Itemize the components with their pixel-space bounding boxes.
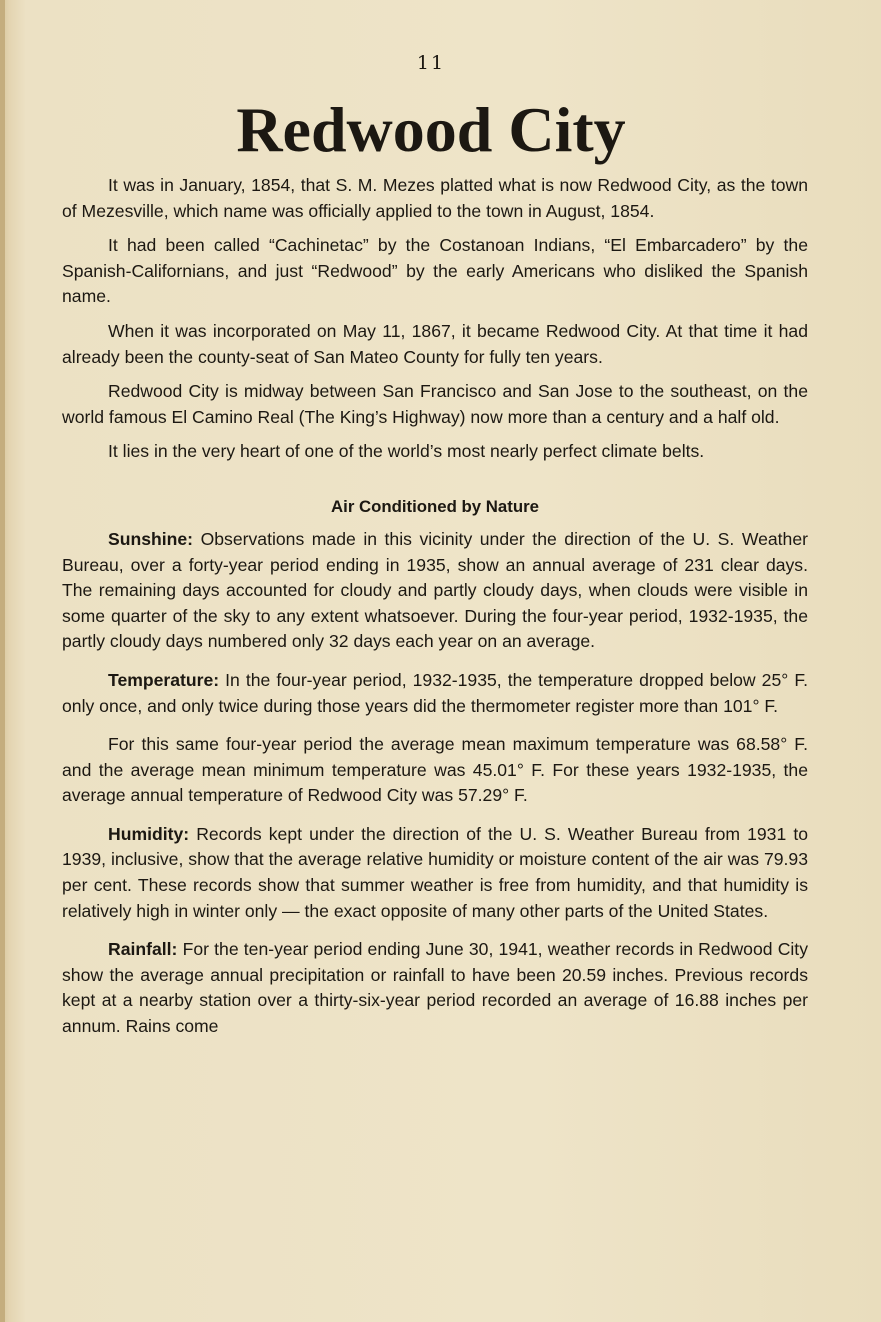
- paragraph-former-names: It had been called “Cachinetac” by the Costanoan Indians, “El Embarcadero” by the Spanish-Californians, and just “Redwood” by the early Americans who disliked the Spanish name.: [62, 235, 808, 307]
- rainfall-text: For the ten-year period ending June 30, 1941, weather records in Redwood City show the average annual precipitation or rainfall to have been 20.59 inches. Previous records kept at a nearby station over a thirty-six-year period recorded an average of 16.88 inches per annum. Rains come: [62, 939, 808, 1037]
- article-body: [62, 173, 808, 1040]
- paragraph-founding: It was in January, 1854, that S. M. Mezes platted what is now Redwood City, as the town of Mezesville, which name was officially applied to the town in August, 1854.: [62, 175, 808, 221]
- section-heading: Air Conditioned by Nature: [331, 496, 539, 516]
- paragraph-sunshine: [62, 527, 808, 655]
- paragraph-temperature: [62, 668, 808, 719]
- humidity-text: Records kept under the direction of the U. S. Weather Bureau from 1931 to 1939, inclusive, show that the average relative humidity or moisture content of the air was 79.93 per cent. These records show that summer weather is free from humidity, and that humidity is relatively high in winter only — the exact opposite of many other parts of the United States.: [62, 823, 808, 921]
- page-number: 11: [416, 52, 446, 74]
- humidity-label: Humidity:: [108, 823, 190, 844]
- page-title: Redwood City: [236, 94, 626, 165]
- temperature-label: Temperature:: [108, 669, 220, 690]
- sunshine-label: Sunshine:: [108, 528, 194, 549]
- paragraph-rainfall: [62, 937, 808, 1039]
- paragraph-temperature-averages: For this same four-year period the average mean maximum temperature was 68.58° F. and the average mean minimum temperature was 45.01° F. For these years 1932-1935, the average annual temperature of Redwood City was 57.29° F.: [62, 734, 808, 806]
- sunshine-text: Observations made in this vicinity under the direction of the U. S. Weather Bureau, over a forty-year period ending in 1935, show an annual average of 231 clear days. The remaining days accounted for cloudy and partly cloudy days, when clouds were visible in some quarter of the sky to any extent whatsoever. During the four-year period, 1932-1935, the partly cloudy days numbered only 32 days each year on an average.: [62, 528, 808, 652]
- paragraph-climate-belt: It lies in the very heart of one of the world’s most nearly perfect climate belts.: [108, 441, 705, 462]
- rainfall-label: Rainfall:: [108, 939, 178, 960]
- paragraph-incorporation: When it was incorporated on May 11, 1867, it became Redwood City. At that time it had already been the county-seat of San Mateo County for fully ten years.: [62, 320, 808, 367]
- temperature-text: In the four-year period, 1932-1935, the temperature dropped below 25° F. only once, and only twice during those years did the thermometer register more than 101° F.: [62, 669, 808, 716]
- paragraph-location: Redwood City is midway between San Francisco and San Jose to the southeast, on the world famous El Camino Real (The King’s Highway) now more than a century and a half old.: [62, 381, 808, 427]
- paragraph-humidity: [62, 822, 808, 924]
- binding-edge: [0, 0, 5, 1322]
